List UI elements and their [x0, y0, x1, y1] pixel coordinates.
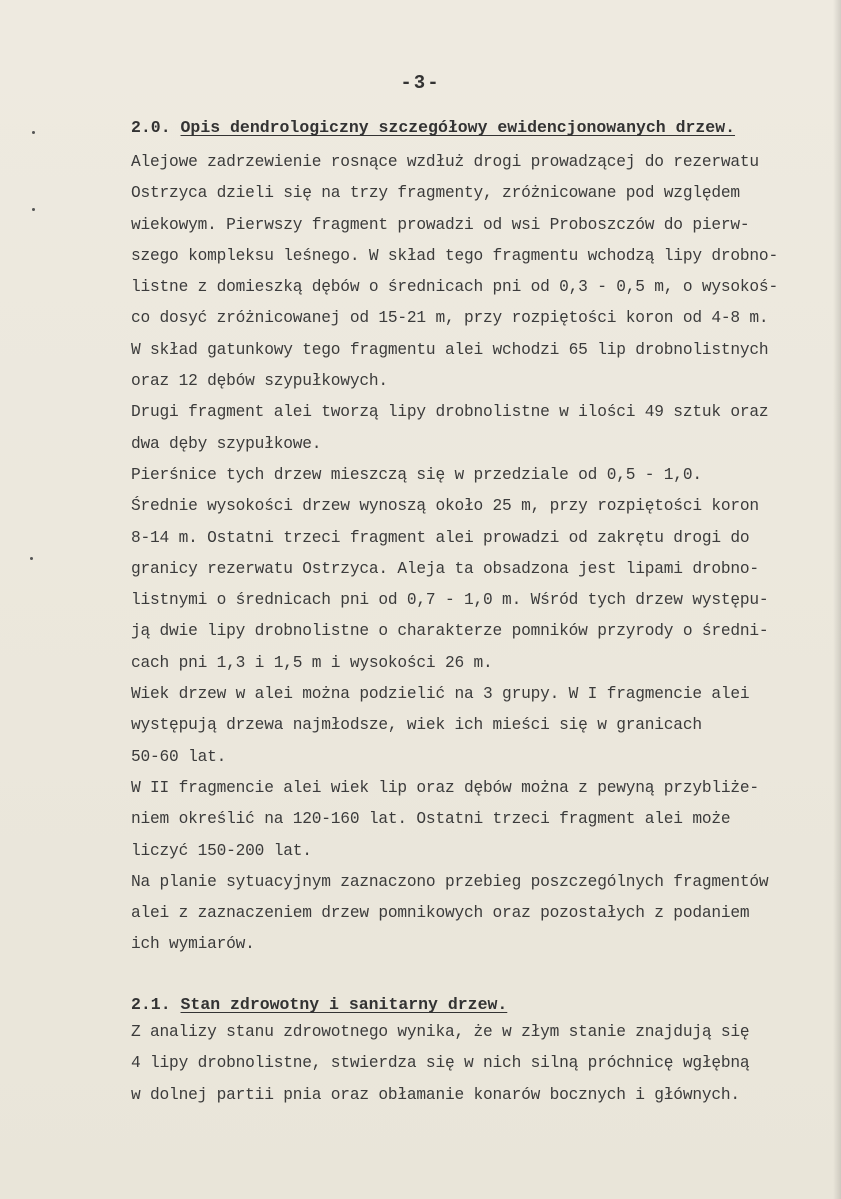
text-line: Drugi fragment alei tworzą lipy drobnolistne w ilości 49 sztuk oraz — [131, 403, 769, 422]
text-line: listnymi o średnicach pni od 0,7 - 1,0 m. Wśród tych drzew występu- — [131, 591, 769, 610]
text-line: występują drzewa najmłodsze, wiek ich mieści się w granicach — [131, 716, 702, 735]
text-line: Na planie sytuacyjnym zaznaczono przebieg poszczególnych fragmentów — [131, 872, 769, 891]
text-line: ich wymiarów. — [131, 935, 255, 954]
text-line: Ostrzyca dzieli się na trzy fragmenty, zróżnicowane pod względem — [131, 184, 740, 203]
text-line: liczyć 150-200 lat. — [131, 841, 312, 860]
text-line: alei z zaznaczeniem drzew pomnikowych oraz pozostałych z podaniem — [131, 904, 750, 923]
text-line: 8-14 m. Ostatni trzeci fragment alei prowadzi od zakrętu drogi do — [131, 528, 750, 547]
section-heading-2-1 — [131, 995, 507, 1014]
section-body-2-0 — [131, 147, 821, 961]
text-line: Średnie wysokości drzew wynoszą około 25 m, przy rozpiętości koron — [131, 497, 759, 516]
text-line: Wiek drzew w alei można podzielić na 3 grupy. W I fragmencie alei — [131, 685, 750, 704]
section-number: 2.1. — [131, 995, 171, 1014]
text-line: cach pni 1,3 i 1,5 m i wysokości 26 m. — [131, 653, 493, 672]
text-line: wiekowym. Pierwszy fragment prowadzi od wsi Proboszczów do pierw- — [131, 215, 750, 234]
page-edge-shadow — [833, 0, 841, 1199]
text-line: W II fragmencie alei wiek lip oraz dębów można z pewyną przybliże- — [131, 778, 759, 797]
text-line: ją dwie lipy drobnolistne o charakterze pomników przyrody o średni- — [131, 622, 769, 641]
text-line: listne z domieszką dębów o średnicach pni od 0,3 - 0,5 m, o wysokoś- — [131, 278, 778, 297]
section-heading-2-0 — [131, 118, 735, 137]
section-title: Stan zdrowotny i sanitarny drzew. — [180, 995, 508, 1014]
text-line: granicy rezerwatu Ostrzyca. Aleja ta obsadzona jest lipami drobno- — [131, 559, 759, 578]
margin-mark — [32, 208, 35, 211]
text-line: Pierśnice tych drzew mieszczą się w przedziale od 0,5 - 1,0. — [131, 465, 702, 484]
section-number: 2.0. — [131, 118, 171, 137]
text-line: dwa dęby szypułkowe. — [131, 434, 322, 453]
text-line: 50-60 lat. — [131, 747, 227, 766]
text-line: co dosyć zróżnicowanej od 15-21 m, przy rozpiętości koron od 4-8 m. — [131, 309, 769, 328]
text-line: w dolnej partii pnia oraz obłamanie konarów bocznych i głównych. — [131, 1085, 740, 1104]
section-title: Opis dendrologiczny szczegółowy ewidencjonowanych drzew. — [180, 118, 736, 137]
page-number: -3- — [400, 72, 441, 94]
text-line: szego kompleksu leśnego. W skład tego fragmentu wchodzą lipy drobno- — [131, 246, 778, 265]
text-line: oraz 12 dębów szypułkowych. — [131, 372, 388, 391]
text-line: W skład gatunkowy tego fragmentu alei wchodzi 65 lip drobnolistnych — [131, 340, 769, 359]
text-line: Alejowe zadrzewienie rosnące wzdłuż drogi prowadzącej do rezerwatu — [131, 153, 759, 171]
text-line: Z analizy stanu zdrowotnego wynika, że w złym stanie znajdują się — [131, 1023, 750, 1041]
text-line: niem określić na 120-160 lat. Ostatni trzeci fragment alei może — [131, 810, 731, 829]
margin-mark — [30, 557, 33, 560]
text-line: 4 lipy drobnolistne, stwierdza się w nich silną próchnicę wgłębną — [131, 1054, 750, 1073]
margin-mark — [32, 131, 35, 134]
section-body-2-1 — [131, 1017, 821, 1111]
